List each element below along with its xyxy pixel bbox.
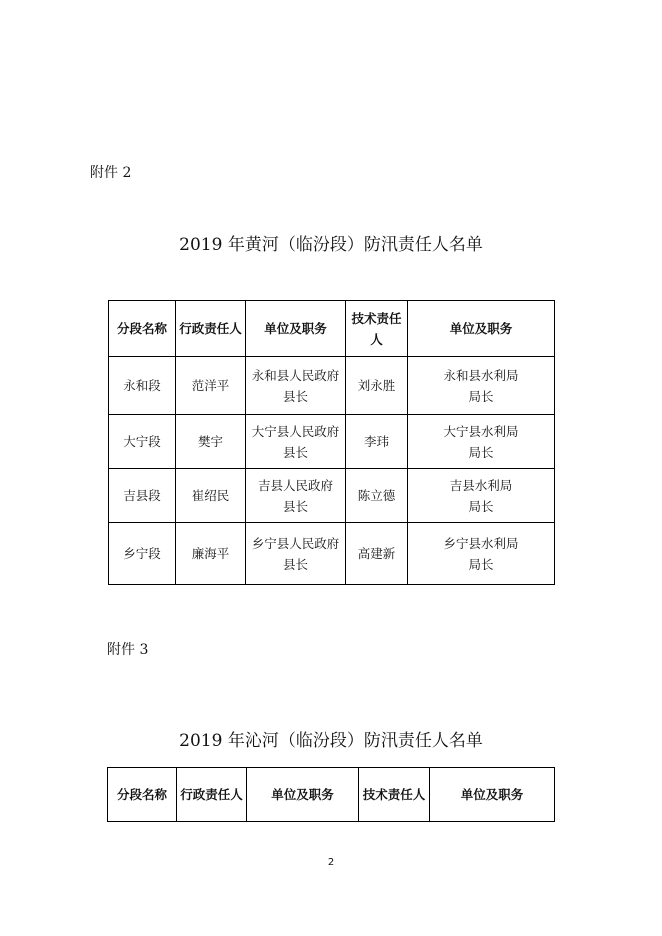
header-segment: 分段名称 xyxy=(109,301,176,357)
header-admin: 行政责任人 xyxy=(177,768,247,822)
admin-unit-cell: 大宁县人民政府 县长 xyxy=(246,415,346,469)
attachment-3-title: 2019 年沁河（临汾段）防汛责任人名单 xyxy=(179,731,483,751)
tech-unit-cell: 永和县水利局 局长 xyxy=(408,357,555,415)
tech-cell: 陈立德 xyxy=(346,469,408,523)
header-tech-unit: 单位及职务 xyxy=(408,301,555,357)
attachment-3-label: 附件 3 xyxy=(107,642,149,658)
admin-cell: 崔绍民 xyxy=(176,469,246,523)
admin-unit-cell: 永和县人民政府 县长 xyxy=(246,357,346,415)
admin-unit-cell: 吉县人民政府 县长 xyxy=(246,469,346,523)
header-admin-unit: 单位及职务 xyxy=(246,301,346,357)
header-segment: 分段名称 xyxy=(108,768,177,822)
header-admin: 行政责任人 xyxy=(176,301,246,357)
table-header-row xyxy=(108,768,555,822)
page-number: 2 xyxy=(327,857,335,868)
table-header-row xyxy=(109,301,555,357)
segment-cell: 吉县段 xyxy=(109,469,176,523)
segment-cell: 大宁段 xyxy=(109,415,176,469)
header-tech-unit: 单位及职务 xyxy=(430,768,555,822)
table-row xyxy=(109,415,555,469)
header-tech: 技术责任人 xyxy=(359,768,430,822)
tech-unit-cell: 吉县水利局 局长 xyxy=(408,469,555,523)
admin-cell: 廉海平 xyxy=(176,523,246,585)
table-row xyxy=(109,357,555,415)
qin-river-table xyxy=(107,767,555,822)
yellow-river-table xyxy=(108,300,555,585)
header-tech: 技术责任 人 xyxy=(346,301,408,357)
tech-cell: 高建新 xyxy=(346,523,408,585)
tech-unit-cell: 乡宁县水利局 局长 xyxy=(408,523,555,585)
tech-unit-cell: 大宁县水利局 局长 xyxy=(408,415,555,469)
table-row xyxy=(109,523,555,585)
attachment-2-title: 2019 年黄河（临汾段）防汛责任人名单 xyxy=(179,235,483,255)
segment-cell: 永和段 xyxy=(109,357,176,415)
header-admin-unit: 单位及职务 xyxy=(247,768,359,822)
admin-cell: 樊宇 xyxy=(176,415,246,469)
admin-unit-cell: 乡宁县人民政府 县长 xyxy=(246,523,346,585)
segment-cell: 乡宁段 xyxy=(109,523,176,585)
admin-cell: 范洋平 xyxy=(176,357,246,415)
tech-cell: 李玮 xyxy=(346,415,408,469)
attachment-2-label: 附件 2 xyxy=(90,165,132,181)
table-row xyxy=(109,469,555,523)
tech-cell: 刘永胜 xyxy=(346,357,408,415)
